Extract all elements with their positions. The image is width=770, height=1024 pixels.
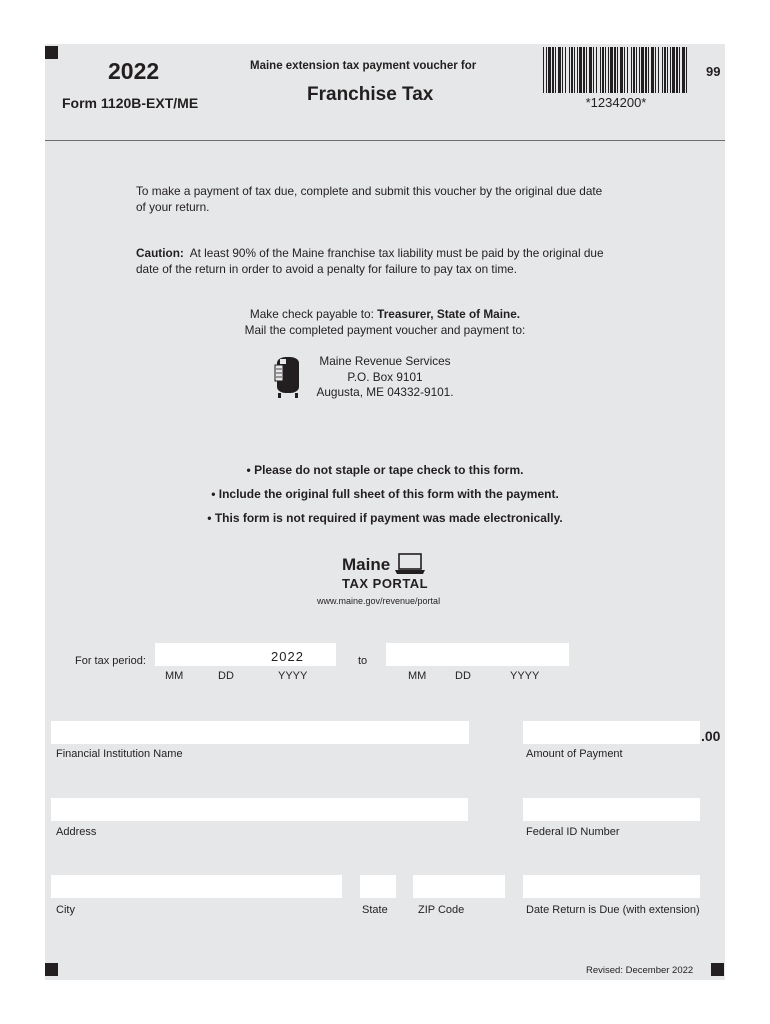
city-label: City: [56, 904, 75, 916]
barcode-bar: [620, 47, 623, 93]
barcode-bar: [586, 47, 587, 93]
barcode-bar: [664, 47, 666, 93]
instruction-line: To make a payment of tax due, complete and submit this voucher by the original due date: [136, 184, 603, 198]
registration-mark-top-left: [45, 46, 58, 59]
from-yyyy-label: YYYY: [278, 670, 308, 682]
barcode-bar: [682, 47, 685, 93]
form-title: Franchise Tax: [307, 84, 434, 105]
barcode-bar: [571, 47, 573, 93]
portal-logo-tax-portal: TAX PORTAL: [342, 576, 429, 591]
barcode-bar: [593, 47, 594, 93]
from-mm-label: MM: [165, 670, 184, 682]
instruction-line: of your return.: [136, 200, 210, 214]
header-divider: [45, 140, 725, 141]
barcode-bar: [583, 47, 585, 93]
barcode-graphic: [543, 47, 689, 93]
barcode-bar: [655, 47, 656, 93]
form-year: 2022: [108, 58, 160, 84]
zip-code-input[interactable]: [413, 875, 505, 898]
revised-date: Revised: December 2022: [586, 965, 694, 976]
barcode-bar: [548, 47, 551, 93]
payable-line: Make check payable to: Treasurer, State of Maine.: [249, 307, 521, 321]
bullet-include-sheet: • Include the original full sheet of this form with the payment.: [211, 487, 559, 501]
tax-period-from-field[interactable]: [155, 643, 336, 666]
registration-mark-bottom-right: [711, 963, 724, 976]
barcode-bar: [676, 47, 678, 93]
barcode-bar: [562, 47, 563, 93]
barcode-bar: [686, 47, 687, 93]
barcode-bar: [636, 47, 637, 93]
barcode-bar: [645, 47, 647, 93]
tax-period-to-field[interactable]: [386, 643, 569, 666]
address-input[interactable]: [51, 798, 468, 821]
barcode-bar: [617, 47, 618, 93]
caution-text-line2: date of the return in order to avoid a penalty for failure to pay tax on time.: [136, 262, 517, 276]
barcode-bar: [658, 47, 659, 93]
barcode-bar: [672, 47, 675, 93]
barcode-bar: [662, 47, 663, 93]
barcode-number: *1234200*: [585, 95, 647, 110]
to-mm-label: MM: [408, 670, 427, 682]
address-line: P.O. Box 9101: [347, 369, 423, 384]
barcode-bar: [610, 47, 613, 93]
barcode-bar: [555, 47, 556, 93]
address-line: Augusta, ME 04332-9101.: [316, 385, 454, 399]
mailing-address: [300, 354, 470, 401]
financial-institution-label: Financial Institution Name: [56, 748, 183, 760]
city-input[interactable]: [51, 875, 342, 898]
laptop-icon: [394, 553, 426, 575]
barcode-bar: [600, 47, 601, 93]
barcode-bar: [602, 47, 604, 93]
barcode-bar: [639, 47, 640, 93]
barcode-bar: [670, 47, 671, 93]
amount-of-payment-label: Amount of Payment: [526, 748, 623, 760]
to-dd-label: DD: [455, 670, 471, 682]
barcode-bar: [579, 47, 582, 93]
corner-code: 99: [706, 64, 721, 79]
tax-period-label: For tax period:: [75, 655, 146, 667]
barcode-bar: [679, 47, 680, 93]
form-subtitle: Maine extension tax payment voucher for: [250, 60, 477, 72]
federal-id-label: Federal ID Number: [526, 826, 620, 838]
tax-period-to-label: to: [358, 655, 368, 667]
barcode-bar: [631, 47, 632, 93]
date-return-due-input[interactable]: [523, 875, 700, 898]
barcode-bar: [605, 47, 606, 93]
from-dd-label: DD: [218, 670, 234, 682]
bullet-no-staple: • Please do not staple or tape check to this form.: [246, 463, 524, 477]
barcode-bar: [552, 47, 554, 93]
mail-line: Mail the completed payment voucher and payment to:: [244, 323, 526, 337]
form-name: Form 1120B-EXT/ME: [62, 95, 199, 111]
barcode-bar: [543, 47, 544, 93]
bullet-not-required: • This form is not required if payment was made electronically.: [207, 511, 563, 525]
barcode-bar: [574, 47, 575, 93]
barcode-bar: [565, 47, 566, 93]
barcode-bar: [651, 47, 654, 93]
barcode-bar: [627, 47, 628, 93]
state-label: State: [362, 904, 388, 916]
portal-logo-maine: Maine: [342, 555, 391, 574]
instruction-paragraph: [136, 183, 656, 215]
barcode-bar: [558, 47, 561, 93]
barcode-bar: [648, 47, 649, 93]
date-return-due-label: Date Return is Due (with extension): [526, 904, 700, 916]
barcode-bar: [596, 47, 597, 93]
registration-mark-bottom-left: [45, 963, 58, 976]
portal-url[interactable]: www.maine.gov/revenue/portal: [317, 596, 441, 606]
amount-of-payment-input[interactable]: [523, 721, 700, 744]
barcode-bar: [633, 47, 635, 93]
zip-code-label: ZIP Code: [418, 904, 465, 916]
financial-institution-input[interactable]: [51, 721, 469, 744]
caution-label: Caution:: [136, 246, 184, 260]
tax-period-from-year: 2022: [271, 649, 304, 664]
amount-cents-suffix: .00: [701, 728, 721, 744]
mailbox-icon: [272, 355, 302, 399]
barcode-bar: [569, 47, 570, 93]
barcode-bar: [608, 47, 609, 93]
payable-prefix: Make check payable to:: [249, 307, 374, 321]
federal-id-input[interactable]: [523, 798, 700, 821]
barcode-bar: [667, 47, 668, 93]
barcode-bar: [546, 47, 547, 93]
barcode-bar: [624, 47, 625, 93]
payable-to: Treasurer, State of Maine: [377, 307, 517, 321]
barcode-bar: [614, 47, 616, 93]
barcode-bar: [577, 47, 578, 93]
address-line: Maine Revenue Services: [319, 354, 451, 368]
to-yyyy-label: YYYY: [510, 670, 540, 682]
state-input[interactable]: [360, 875, 396, 898]
caution-text: At least 90% of the Maine franchise tax liability must be paid by the original due: [189, 246, 604, 260]
barcode-bar: [589, 47, 592, 93]
barcode-bar: [641, 47, 644, 93]
address-label: Address: [56, 826, 97, 838]
caution-paragraph: [136, 245, 656, 277]
